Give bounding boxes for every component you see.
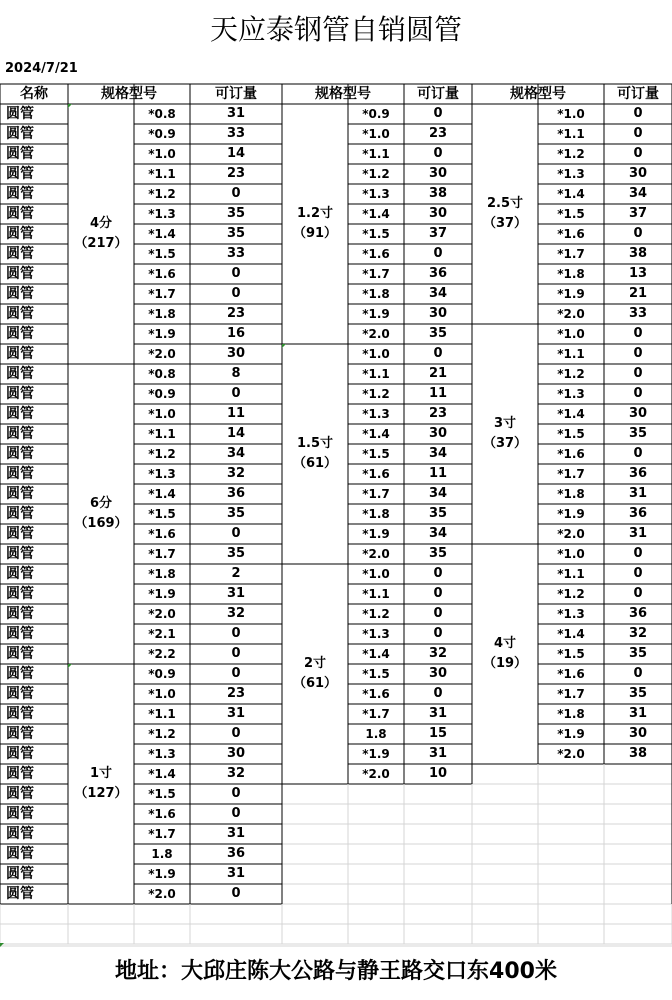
qty-cell: 30 xyxy=(428,666,448,681)
row-name: 圆管 xyxy=(6,306,34,322)
spec-cell: *1.2 xyxy=(148,447,176,461)
qty-cell: 0 xyxy=(433,626,443,641)
spec-cell: *1.9 xyxy=(557,727,585,741)
spec-cell: *1.6 xyxy=(148,807,176,821)
spec-cell: *1.6 xyxy=(362,687,390,701)
qty-cell: 0 xyxy=(633,346,643,361)
spec-cell: *0.9 xyxy=(148,387,176,401)
qty-cell: 0 xyxy=(231,526,241,541)
spec-cell: *1.8 xyxy=(148,307,176,321)
spec-cell: *1.9 xyxy=(362,527,390,541)
qty-cell: 32 xyxy=(428,646,448,661)
qty-cell: 30 xyxy=(226,746,246,761)
qty-cell: 35 xyxy=(226,206,246,221)
qty-cell: 0 xyxy=(231,186,241,201)
spec-cell: *1.5 xyxy=(557,207,585,221)
qty-cell: 0 xyxy=(633,366,643,381)
header-qty: 可订量 xyxy=(215,86,257,102)
spec-cell: *0.9 xyxy=(148,127,176,141)
qty-cell: 23 xyxy=(226,306,246,321)
size-group-label: 1寸 （127） xyxy=(74,766,128,801)
spec-cell: *1.1 xyxy=(148,427,176,441)
spec-cell: *1.7 xyxy=(362,487,390,501)
qty-cell: 23 xyxy=(226,166,246,181)
spec-cell: *1.7 xyxy=(557,467,585,481)
spec-cell: *1.7 xyxy=(557,687,585,701)
spec-cell: *1.6 xyxy=(557,447,585,461)
row-name: 圆管 xyxy=(6,166,34,182)
qty-cell: 37 xyxy=(428,226,448,241)
qty-cell: 0 xyxy=(231,806,241,821)
qty-cell: 0 xyxy=(433,686,443,701)
qty-cell: 0 xyxy=(633,226,643,241)
spec-cell: *1.9 xyxy=(362,747,390,761)
qty-cell: 2 xyxy=(231,566,241,581)
cell-comment-marker xyxy=(282,344,286,348)
qty-cell: 23 xyxy=(226,686,246,701)
row-name: 圆管 xyxy=(6,786,34,802)
spec-cell: *1.7 xyxy=(148,827,176,841)
cell-comment-marker xyxy=(68,104,72,108)
spec-cell: *2.0 xyxy=(557,307,585,321)
spec-cell: *1.5 xyxy=(557,647,585,661)
qty-cell: 0 xyxy=(231,666,241,681)
qty-cell: 34 xyxy=(428,286,448,301)
qty-cell: 33 xyxy=(226,246,246,261)
header-spec: 规格型号 xyxy=(315,86,371,102)
spec-cell: *1.5 xyxy=(148,247,176,261)
qty-cell: 23 xyxy=(428,406,448,421)
spec-cell: *1.0 xyxy=(362,567,390,581)
qty-cell: 0 xyxy=(633,446,643,461)
spec-cell: *2.0 xyxy=(557,747,585,761)
spec-cell: *1.9 xyxy=(362,307,390,321)
qty-cell: 0 xyxy=(231,626,241,641)
spec-cell: *2.0 xyxy=(148,887,176,901)
size-group-label: 4寸 （19） xyxy=(482,636,528,671)
row-name: 圆管 xyxy=(6,206,34,222)
qty-cell: 0 xyxy=(231,286,241,301)
row-name: 圆管 xyxy=(6,646,34,662)
spec-cell: *1.7 xyxy=(557,247,585,261)
row-name: 圆管 xyxy=(6,106,34,122)
spec-cell: *1.4 xyxy=(557,187,585,201)
spec-cell: *1.6 xyxy=(148,267,176,281)
spec-cell: *1.7 xyxy=(362,267,390,281)
spec-cell: *2.0 xyxy=(362,327,390,341)
spec-cell: *1.0 xyxy=(148,687,176,701)
qty-cell: 30 xyxy=(428,306,448,321)
qty-cell: 0 xyxy=(433,246,443,261)
spec-cell: *1.5 xyxy=(148,507,176,521)
qty-cell: 31 xyxy=(226,106,246,121)
qty-cell: 0 xyxy=(433,346,443,361)
qty-cell: 36 xyxy=(628,506,648,521)
spec-cell: *1.4 xyxy=(362,427,390,441)
qty-cell: 36 xyxy=(628,606,648,621)
qty-cell: 0 xyxy=(633,386,643,401)
qty-cell: 38 xyxy=(428,186,448,201)
spec-cell: *1.1 xyxy=(148,707,176,721)
qty-cell: 23 xyxy=(428,126,448,141)
qty-cell: 0 xyxy=(231,786,241,801)
qty-cell: 0 xyxy=(231,646,241,661)
spec-cell: *1.3 xyxy=(148,467,176,481)
header-qty: 可订量 xyxy=(417,86,459,102)
qty-cell: 10 xyxy=(428,766,448,781)
row-name: 圆管 xyxy=(6,546,34,562)
spec-cell: *1.4 xyxy=(148,487,176,501)
spec-cell: *1.0 xyxy=(557,107,585,121)
qty-cell: 38 xyxy=(628,746,648,761)
spec-cell: *0.8 xyxy=(148,107,176,121)
row-name: 圆管 xyxy=(6,406,34,422)
spec-cell: *1.2 xyxy=(557,587,585,601)
row-name: 圆管 xyxy=(6,666,34,682)
qty-cell: 35 xyxy=(226,546,246,561)
qty-cell: 34 xyxy=(226,446,246,461)
qty-cell: 35 xyxy=(428,506,448,521)
spec-cell: *1.5 xyxy=(362,227,390,241)
qty-cell: 31 xyxy=(628,526,648,541)
spec-cell: *1.2 xyxy=(362,167,390,181)
qty-cell: 30 xyxy=(628,406,648,421)
qty-cell: 11 xyxy=(428,386,448,401)
row-name: 圆管 xyxy=(6,246,34,262)
qty-cell: 0 xyxy=(633,146,643,161)
spec-cell: *1.3 xyxy=(148,207,176,221)
row-name: 圆管 xyxy=(6,626,34,642)
qty-cell: 33 xyxy=(628,306,648,321)
spec-cell: *1.8 xyxy=(362,287,390,301)
row-name: 圆管 xyxy=(6,186,34,202)
qty-cell: 36 xyxy=(428,266,448,281)
spec-cell: *1.2 xyxy=(557,147,585,161)
spec-cell: *1.8 xyxy=(148,567,176,581)
spec-cell: *1.1 xyxy=(557,567,585,581)
qty-cell: 31 xyxy=(428,706,448,721)
qty-cell: 31 xyxy=(628,486,648,501)
row-name: 圆管 xyxy=(6,466,34,482)
spec-cell: *1.5 xyxy=(362,667,390,681)
spec-cell: *0.9 xyxy=(148,667,176,681)
spec-cell: *1.9 xyxy=(148,867,176,881)
spec-cell: *1.5 xyxy=(557,427,585,441)
spec-cell: *1.0 xyxy=(557,327,585,341)
size-group-label: 3寸 （37） xyxy=(482,416,528,451)
spec-cell: *1.4 xyxy=(148,767,176,781)
qty-cell: 8 xyxy=(231,366,241,381)
row-name: 圆管 xyxy=(6,446,34,462)
qty-cell: 0 xyxy=(633,546,643,561)
row-name: 圆管 xyxy=(6,346,34,362)
spec-cell: *1.1 xyxy=(362,367,390,381)
spec-cell: *1.7 xyxy=(148,547,176,561)
qty-cell: 0 xyxy=(433,586,443,601)
size-group-label: 2.5寸 （37） xyxy=(482,196,528,231)
row-name: 圆管 xyxy=(6,146,34,162)
qty-cell: 30 xyxy=(428,206,448,221)
qty-cell: 30 xyxy=(428,166,448,181)
qty-cell: 0 xyxy=(633,326,643,341)
qty-cell: 34 xyxy=(628,186,648,201)
row-name: 圆管 xyxy=(6,566,34,582)
qty-cell: 11 xyxy=(428,466,448,481)
qty-cell: 30 xyxy=(628,726,648,741)
spec-cell: *2.0 xyxy=(148,347,176,361)
spec-cell: *1.7 xyxy=(148,287,176,301)
qty-cell: 0 xyxy=(633,126,643,141)
row-name: 圆管 xyxy=(6,826,34,842)
spec-cell: *1.6 xyxy=(362,247,390,261)
qty-cell: 14 xyxy=(226,146,246,161)
qty-cell: 34 xyxy=(428,486,448,501)
spec-cell: *1.3 xyxy=(362,627,390,641)
qty-cell: 0 xyxy=(633,106,643,121)
qty-cell: 31 xyxy=(226,706,246,721)
qty-cell: 21 xyxy=(428,366,448,381)
size-group-label: 2寸 （61） xyxy=(292,656,338,691)
qty-cell: 14 xyxy=(226,426,246,441)
page-title: 天应泰钢管自销圆管 xyxy=(209,13,462,46)
size-group-label: 4分 （217） xyxy=(74,216,128,251)
header-spec: 规格型号 xyxy=(101,86,157,102)
qty-cell: 35 xyxy=(226,506,246,521)
spec-cell: *2.0 xyxy=(362,547,390,561)
size-group-label: 6分 （169） xyxy=(74,496,128,531)
qty-cell: 0 xyxy=(433,566,443,581)
row-name: 圆管 xyxy=(6,866,34,882)
spec-cell: *1.2 xyxy=(148,727,176,741)
row-name: 圆管 xyxy=(6,286,34,302)
qty-cell: 13 xyxy=(628,266,648,281)
qty-cell: 0 xyxy=(633,586,643,601)
qty-cell: 0 xyxy=(633,566,643,581)
row-name: 圆管 xyxy=(6,526,34,542)
spec-cell: *1.8 xyxy=(362,507,390,521)
row-name: 圆管 xyxy=(6,806,34,822)
spec-cell: *1.9 xyxy=(148,327,176,341)
qty-cell: 0 xyxy=(433,146,443,161)
row-name: 圆管 xyxy=(6,506,34,522)
header-name: 名称 xyxy=(20,86,48,102)
report-date: 2024/7/21 xyxy=(5,61,78,76)
spec-cell: *1.3 xyxy=(362,187,390,201)
row-name: 圆管 xyxy=(6,366,34,382)
spec-cell: *1.3 xyxy=(362,407,390,421)
spec-cell: *1.1 xyxy=(362,587,390,601)
header-spec: 规格型号 xyxy=(510,86,566,102)
spec-cell: *2.0 xyxy=(557,527,585,541)
qty-cell: 0 xyxy=(231,386,241,401)
qty-cell: 32 xyxy=(628,626,648,641)
qty-cell: 34 xyxy=(428,526,448,541)
spec-cell: *2.0 xyxy=(148,607,176,621)
row-name: 圆管 xyxy=(6,606,34,622)
spec-cell: *0.8 xyxy=(148,367,176,381)
qty-cell: 30 xyxy=(226,346,246,361)
qty-cell: 32 xyxy=(226,606,246,621)
qty-cell: 15 xyxy=(428,726,448,741)
qty-cell: 0 xyxy=(231,266,241,281)
qty-cell: 35 xyxy=(428,326,448,341)
address-line: 地址：大邱庄陈大公路与静王路交口东400米 xyxy=(115,959,557,984)
qty-cell: 0 xyxy=(231,726,241,741)
row-name: 圆管 xyxy=(6,726,34,742)
qty-cell: 35 xyxy=(226,226,246,241)
qty-cell: 0 xyxy=(433,106,443,121)
qty-cell: 36 xyxy=(226,846,246,861)
spec-cell: *1.6 xyxy=(557,667,585,681)
spec-cell: *1.0 xyxy=(148,407,176,421)
spec-cell: *1.2 xyxy=(362,607,390,621)
spec-cell: 1.8 xyxy=(151,847,173,861)
qty-cell: 32 xyxy=(226,466,246,481)
qty-cell: 31 xyxy=(226,586,246,601)
qty-cell: 16 xyxy=(226,326,246,341)
spec-cell: *1.3 xyxy=(557,167,585,181)
spec-cell: *1.0 xyxy=(148,147,176,161)
row-name: 圆管 xyxy=(6,486,34,502)
qty-cell: 31 xyxy=(428,746,448,761)
spec-cell: *1.4 xyxy=(362,207,390,221)
spec-cell: *1.6 xyxy=(148,527,176,541)
spec-cell: 1.8 xyxy=(365,727,387,741)
qty-cell: 38 xyxy=(628,246,648,261)
qty-cell: 32 xyxy=(226,766,246,781)
spec-cell: *1.5 xyxy=(148,787,176,801)
cell-comment-marker xyxy=(68,664,72,668)
row-name: 圆管 xyxy=(6,126,34,142)
row-name: 圆管 xyxy=(6,226,34,242)
spec-cell: *1.5 xyxy=(362,447,390,461)
spec-cell: *1.8 xyxy=(557,707,585,721)
spec-cell: *1.0 xyxy=(362,347,390,361)
row-name: 圆管 xyxy=(6,266,34,282)
spec-cell: *1.3 xyxy=(557,607,585,621)
spec-cell: *2.0 xyxy=(362,767,390,781)
spec-cell: *1.1 xyxy=(557,347,585,361)
row-name: 圆管 xyxy=(6,846,34,862)
size-group-label: 1.5寸 （61） xyxy=(292,436,338,471)
qty-cell: 35 xyxy=(628,646,648,661)
row-name: 圆管 xyxy=(6,766,34,782)
qty-cell: 21 xyxy=(628,286,648,301)
qty-cell: 11 xyxy=(226,406,246,421)
spec-cell: *1.9 xyxy=(148,587,176,601)
spec-cell: *1.4 xyxy=(362,647,390,661)
qty-cell: 30 xyxy=(628,166,648,181)
qty-cell: 33 xyxy=(226,126,246,141)
qty-cell: 30 xyxy=(428,426,448,441)
row-name: 圆管 xyxy=(6,386,34,402)
spec-cell: *1.2 xyxy=(362,387,390,401)
spec-cell: *1.1 xyxy=(362,147,390,161)
spec-cell: *1.9 xyxy=(557,507,585,521)
spec-cell: *1.1 xyxy=(557,127,585,141)
spec-cell: *1.4 xyxy=(148,227,176,241)
qty-cell: 35 xyxy=(628,686,648,701)
spec-cell: *1.2 xyxy=(557,367,585,381)
spec-cell: *0.9 xyxy=(362,107,390,121)
qty-cell: 31 xyxy=(226,826,246,841)
spec-cell: *1.8 xyxy=(557,487,585,501)
spec-cell: *1.7 xyxy=(362,707,390,721)
spec-cell: *2.2 xyxy=(148,647,176,661)
qty-cell: 0 xyxy=(231,886,241,901)
size-group-label: 1.2寸 （91） xyxy=(292,206,338,241)
row-name: 圆管 xyxy=(6,746,34,762)
spec-cell: *2.1 xyxy=(148,627,176,641)
header-qty: 可订量 xyxy=(617,86,659,102)
spec-cell: *1.6 xyxy=(362,467,390,481)
row-name: 圆管 xyxy=(6,326,34,342)
qty-cell: 31 xyxy=(226,866,246,881)
spec-cell: *1.4 xyxy=(557,627,585,641)
qty-cell: 35 xyxy=(628,426,648,441)
row-name: 圆管 xyxy=(6,426,34,442)
qty-cell: 31 xyxy=(628,706,648,721)
spec-cell: *1.8 xyxy=(557,267,585,281)
spec-cell: *1.6 xyxy=(557,227,585,241)
spec-cell: *1.4 xyxy=(557,407,585,421)
qty-cell: 34 xyxy=(428,446,448,461)
spec-cell: *1.0 xyxy=(557,547,585,561)
row-name: 圆管 xyxy=(6,586,34,602)
qty-cell: 36 xyxy=(226,486,246,501)
spec-cell: *1.0 xyxy=(362,127,390,141)
spec-cell: *1.2 xyxy=(148,187,176,201)
row-name: 圆管 xyxy=(6,706,34,722)
row-name: 圆管 xyxy=(6,886,34,902)
row-name: 圆管 xyxy=(6,686,34,702)
spec-cell: *1.3 xyxy=(148,747,176,761)
qty-cell: 0 xyxy=(633,666,643,681)
qty-cell: 35 xyxy=(428,546,448,561)
qty-cell: 0 xyxy=(433,606,443,621)
spec-cell: *1.1 xyxy=(148,167,176,181)
qty-cell: 36 xyxy=(628,466,648,481)
spec-cell: *1.9 xyxy=(557,287,585,301)
qty-cell: 37 xyxy=(628,206,648,221)
spec-cell: *1.3 xyxy=(557,387,585,401)
